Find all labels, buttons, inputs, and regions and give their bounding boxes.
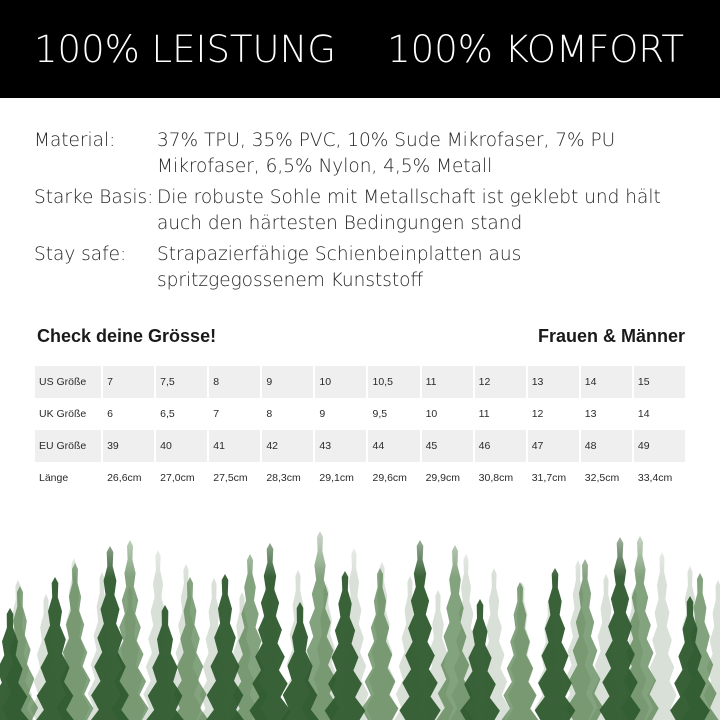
size-cell: 10 [313, 366, 366, 398]
spec-label: Stay safe: [34, 244, 127, 265]
size-table [35, 366, 685, 494]
size-cell: 29,1cm [313, 462, 366, 494]
size-row [35, 462, 685, 494]
size-cell: 33,4cm [632, 462, 685, 494]
size-cell: 41 [207, 430, 260, 462]
size-cell: 39 [101, 430, 154, 462]
size-cell: 7 [101, 366, 154, 398]
size-cell: 13 [526, 366, 579, 398]
size-row [35, 398, 685, 430]
size-cell: 12 [526, 398, 579, 430]
size-cell: 30,8cm [473, 462, 526, 494]
spec-list [34, 128, 694, 299]
spec-row-base [34, 185, 694, 237]
size-cell: 6 [101, 398, 154, 430]
size-cell: 45 [420, 430, 473, 462]
spec-label: Starke Basis: [34, 187, 154, 208]
spec-row-material [34, 128, 694, 180]
size-cell: 29,9cm [420, 462, 473, 494]
size-row [35, 366, 685, 398]
size-cell: 27,0cm [154, 462, 207, 494]
size-cell: 6,5 [154, 398, 207, 430]
size-cell: 8 [207, 366, 260, 398]
size-cell: 40 [154, 430, 207, 462]
header-banner [0, 0, 720, 98]
size-chart-title: Check deine Grösse! [37, 326, 217, 346]
size-cell: 10,5 [366, 366, 419, 398]
size-chart-subtitle: Frauen & Männer [537, 326, 685, 346]
size-cell: 29,6cm [366, 462, 419, 494]
size-cell: 28,3cm [260, 462, 313, 494]
size-cell: 11 [420, 366, 473, 398]
size-cell: 10 [420, 398, 473, 430]
size-cell: 49 [632, 430, 685, 462]
size-cell: 27,5cm [207, 462, 260, 494]
size-row [35, 430, 685, 462]
size-cell: 26,6cm [101, 462, 154, 494]
size-row-label: Länge [39, 472, 69, 484]
banner-performance-text: 100% LEISTUNG [34, 28, 336, 71]
size-cell: 47 [526, 430, 579, 462]
size-cell: 32,5cm [579, 462, 632, 494]
size-row-label: EU Größe [35, 430, 101, 462]
size-cell: 14 [632, 398, 685, 430]
spec-value: Strapazierfähige Schienbeinplatten aus spritzgegossenem Kunststoff [157, 244, 522, 291]
size-cell: 9,5 [366, 398, 419, 430]
size-cell: 44 [366, 430, 419, 462]
spec-value: 37% TPU, 35% PVC, 10% Sude Mikrofaser, 7% PU Mikrofaser, 6,5% Nylon, 4,5% Metall [157, 130, 616, 177]
spec-value: Die robuste Sohle mit Metallschaft ist geklebt und hält auch den härtesten Bedingungen stand [157, 187, 661, 234]
size-cell: 13 [579, 398, 632, 430]
size-cell: 8 [260, 398, 313, 430]
size-cell: 11 [473, 398, 526, 430]
size-cell: 9 [313, 398, 366, 430]
size-cell: 43 [313, 430, 366, 462]
size-chart-header [37, 326, 685, 352]
size-cell: 14 [579, 366, 632, 398]
size-row-label: UK Größe [39, 408, 87, 420]
size-cell: 7 [207, 398, 260, 430]
size-cell: 9 [260, 366, 313, 398]
forest-illustration [0, 500, 720, 720]
size-cell: 7,5 [154, 366, 207, 398]
size-cell: 31,7cm [526, 462, 579, 494]
size-cell: 15 [632, 366, 685, 398]
banner-comfort-text: 100% KOMFORT [387, 28, 684, 71]
size-cell: 48 [579, 430, 632, 462]
size-cell: 42 [260, 430, 313, 462]
spec-row-safety [34, 242, 694, 294]
spec-label: Material: [34, 130, 116, 151]
size-row-label: US Größe [35, 366, 101, 398]
size-cell: 12 [473, 366, 526, 398]
size-cell: 46 [473, 430, 526, 462]
